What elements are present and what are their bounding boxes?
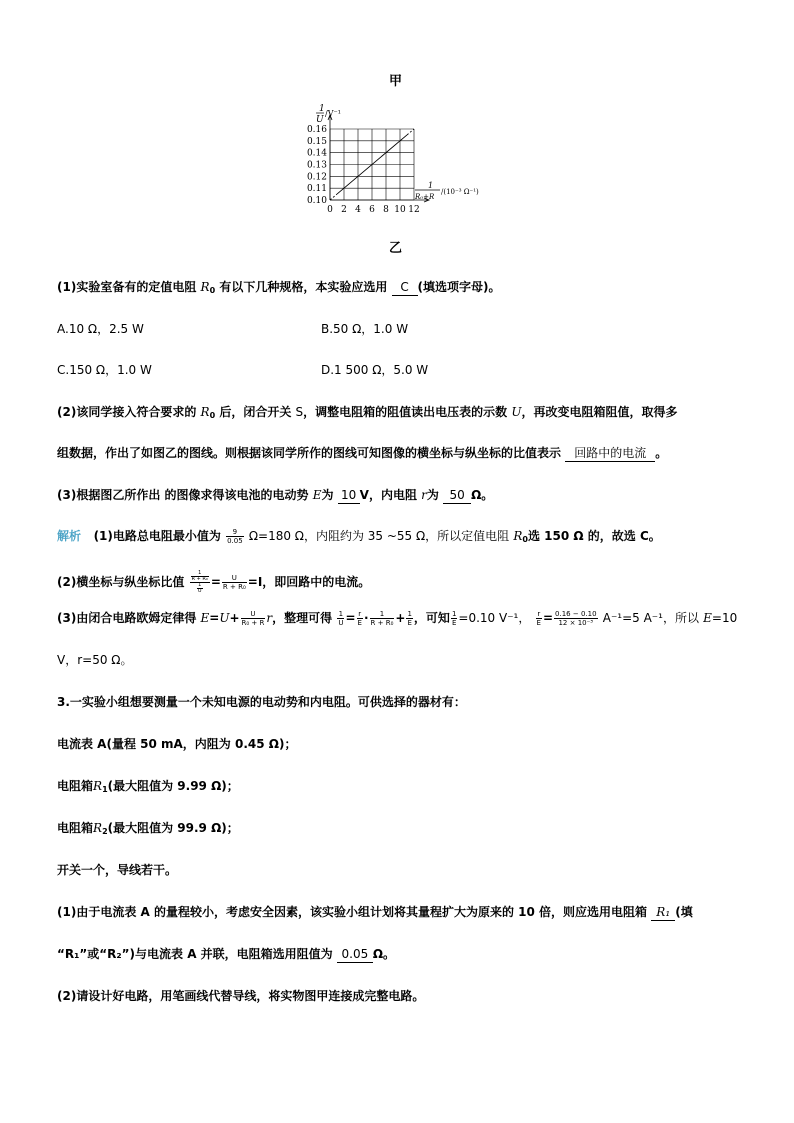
p3-q1-line2: “R₁”或“R₂”)与电流表 A 并联，电阻箱选用阻值为 0.05 Ω。 [57,947,396,961]
analysis-line2: (2)横坐标与纵坐标比值 $\frac{\frac{1}{\text{R + R₀}}}{\frac{1}{U}}$ = $\frac{U}{\text{R + R₀}}$ =I，即回路中的电流。 [57,570,371,594]
graph-yi [300,102,530,222]
x-tick-label: 10 [394,205,406,215]
option-d: D.1 500 Ω，5.0 W [321,363,429,377]
y-tick-label: 0.15 [306,136,327,147]
analysis-line3: (3)由闭合电路欧姆定律得 E=U+ $\frac{U}{\text{R₀ + R}}$ r，整理可得 $\frac{1}{U}$ = $\frac{r}{E}$ · $\frac{1}{\text{R + R₀}}$ + $\frac{1}{E}$ ，可知 $\frac{1}{E}$ =0.10 V⁻¹， $\frac{r}{E}$ = $\frac{0.16 - 0.10}{\text{12 × 10⁻³}}$ A⁻¹=5 A⁻¹，所以 E=10 [57,610,738,627]
analysis-line4: V，r=50 Ω。 [57,653,133,667]
y-tick-label: 0.11 [306,184,327,195]
q2-line1: (2)该同学接入符合要求的 $R_0$ 后，闭合开关 S，调整电阻箱的阻值读出电压表的示数 U，再改变电阻箱阻值，取得多 [57,405,678,420]
x-tick-label: 0 [327,205,333,215]
y-axis-label-den: U [316,115,324,125]
x-tick-label: 12 [408,205,420,215]
q3-emf-answer: 10 [338,487,360,504]
analysis-line1: 解析 (1)电路总电阻最小值为 $\frac{9}{0.05}$ Ω=180 Ω，内阻约为 35 ~55 Ω，所以定值电阻 $R_0$选 150 Ω 的，故选 C。 [57,528,661,545]
figure-label-jia: 甲 [389,74,403,89]
x-axis-label-num: 1 [428,181,434,190]
p3-item4: 开关一个，导线若干。 [57,863,178,877]
fit-line-dashed-end [407,129,414,135]
y-axis-label-num: 1 [319,104,325,114]
p3-item3: 电阻箱$R_2$(最大阻值为 99.9 Ω)； [57,821,239,836]
q1-answer: C [392,279,418,296]
p3-q1-answer-value: 0.05 [337,946,373,963]
p3-intro: 3.一实验小组想要测量一个未知电源的电动势和内电阻。可供选择的器材有： [57,695,466,709]
option-a: A.10 Ω，2.5 W [57,322,144,336]
analysis-tag: 解析 [57,529,82,543]
x-axis-unit: /(10⁻³ Ω⁻¹) [441,188,479,196]
x-tick-label: 6 [369,205,375,215]
x-axis-label-den: R₀+R [415,193,435,201]
q1-line: (1)实验室备有的定值电阻 $R_0$ 有以下几种规格，本实验应选用 C (填选项字母)。 [57,280,501,295]
figure-label-yi: 乙 [389,241,403,256]
x-tick-label: 8 [383,205,389,215]
q3-r-answer: 50 [443,487,471,504]
x-tick-label: 2 [341,205,347,215]
option-b: B.50 Ω，1.0 W [321,322,409,336]
y-tick-label: 0.16 [306,125,327,135]
p3-q1-answer-box: R₁ [651,904,675,921]
y-tick-label: 0.10 [306,196,327,206]
x-tick-label: 4 [355,205,361,215]
y-axis-unit: /V⁻¹ [325,109,341,118]
p3-q2: (2)请设计好电路，用笔画线代替导线，将实物图甲连接成完整电路。 [57,989,425,1003]
y-tick-label: 0.13 [306,160,327,171]
p3-item1: 电流表 A(量程 50 mA，内阻为 0.45 Ω)； [57,737,297,751]
p3-item2: 电阻箱$R_1$(最大阻值为 9.99 Ω)； [57,779,239,794]
option-c: C.150 Ω，1.0 W [57,363,152,377]
fit-line-dashed-start [330,194,337,200]
p3-q1-line1: (1)由于电流表 A 的量程较小，考虑安全因素，该实验小组计划将其量程扩大为原来的 10 倍，则应选用电阻箱 R₁ (填 [57,905,693,919]
q3-line: (3)根据图乙所作出 的图像求得该电池的电动势 E为 10 V，内电阻 r为 50 Ω。 [57,488,494,502]
q2-line2: 组数据，作出了如图乙的图线。则根据该同学所作的图线可知图像的横坐标与纵坐标的比值表示 回路中的电流 。 [57,446,668,460]
y-tick-label: 0.12 [306,172,327,183]
q2-answer: 回路中的电流 [565,445,655,462]
y-tick-label: 0.14 [306,148,327,159]
